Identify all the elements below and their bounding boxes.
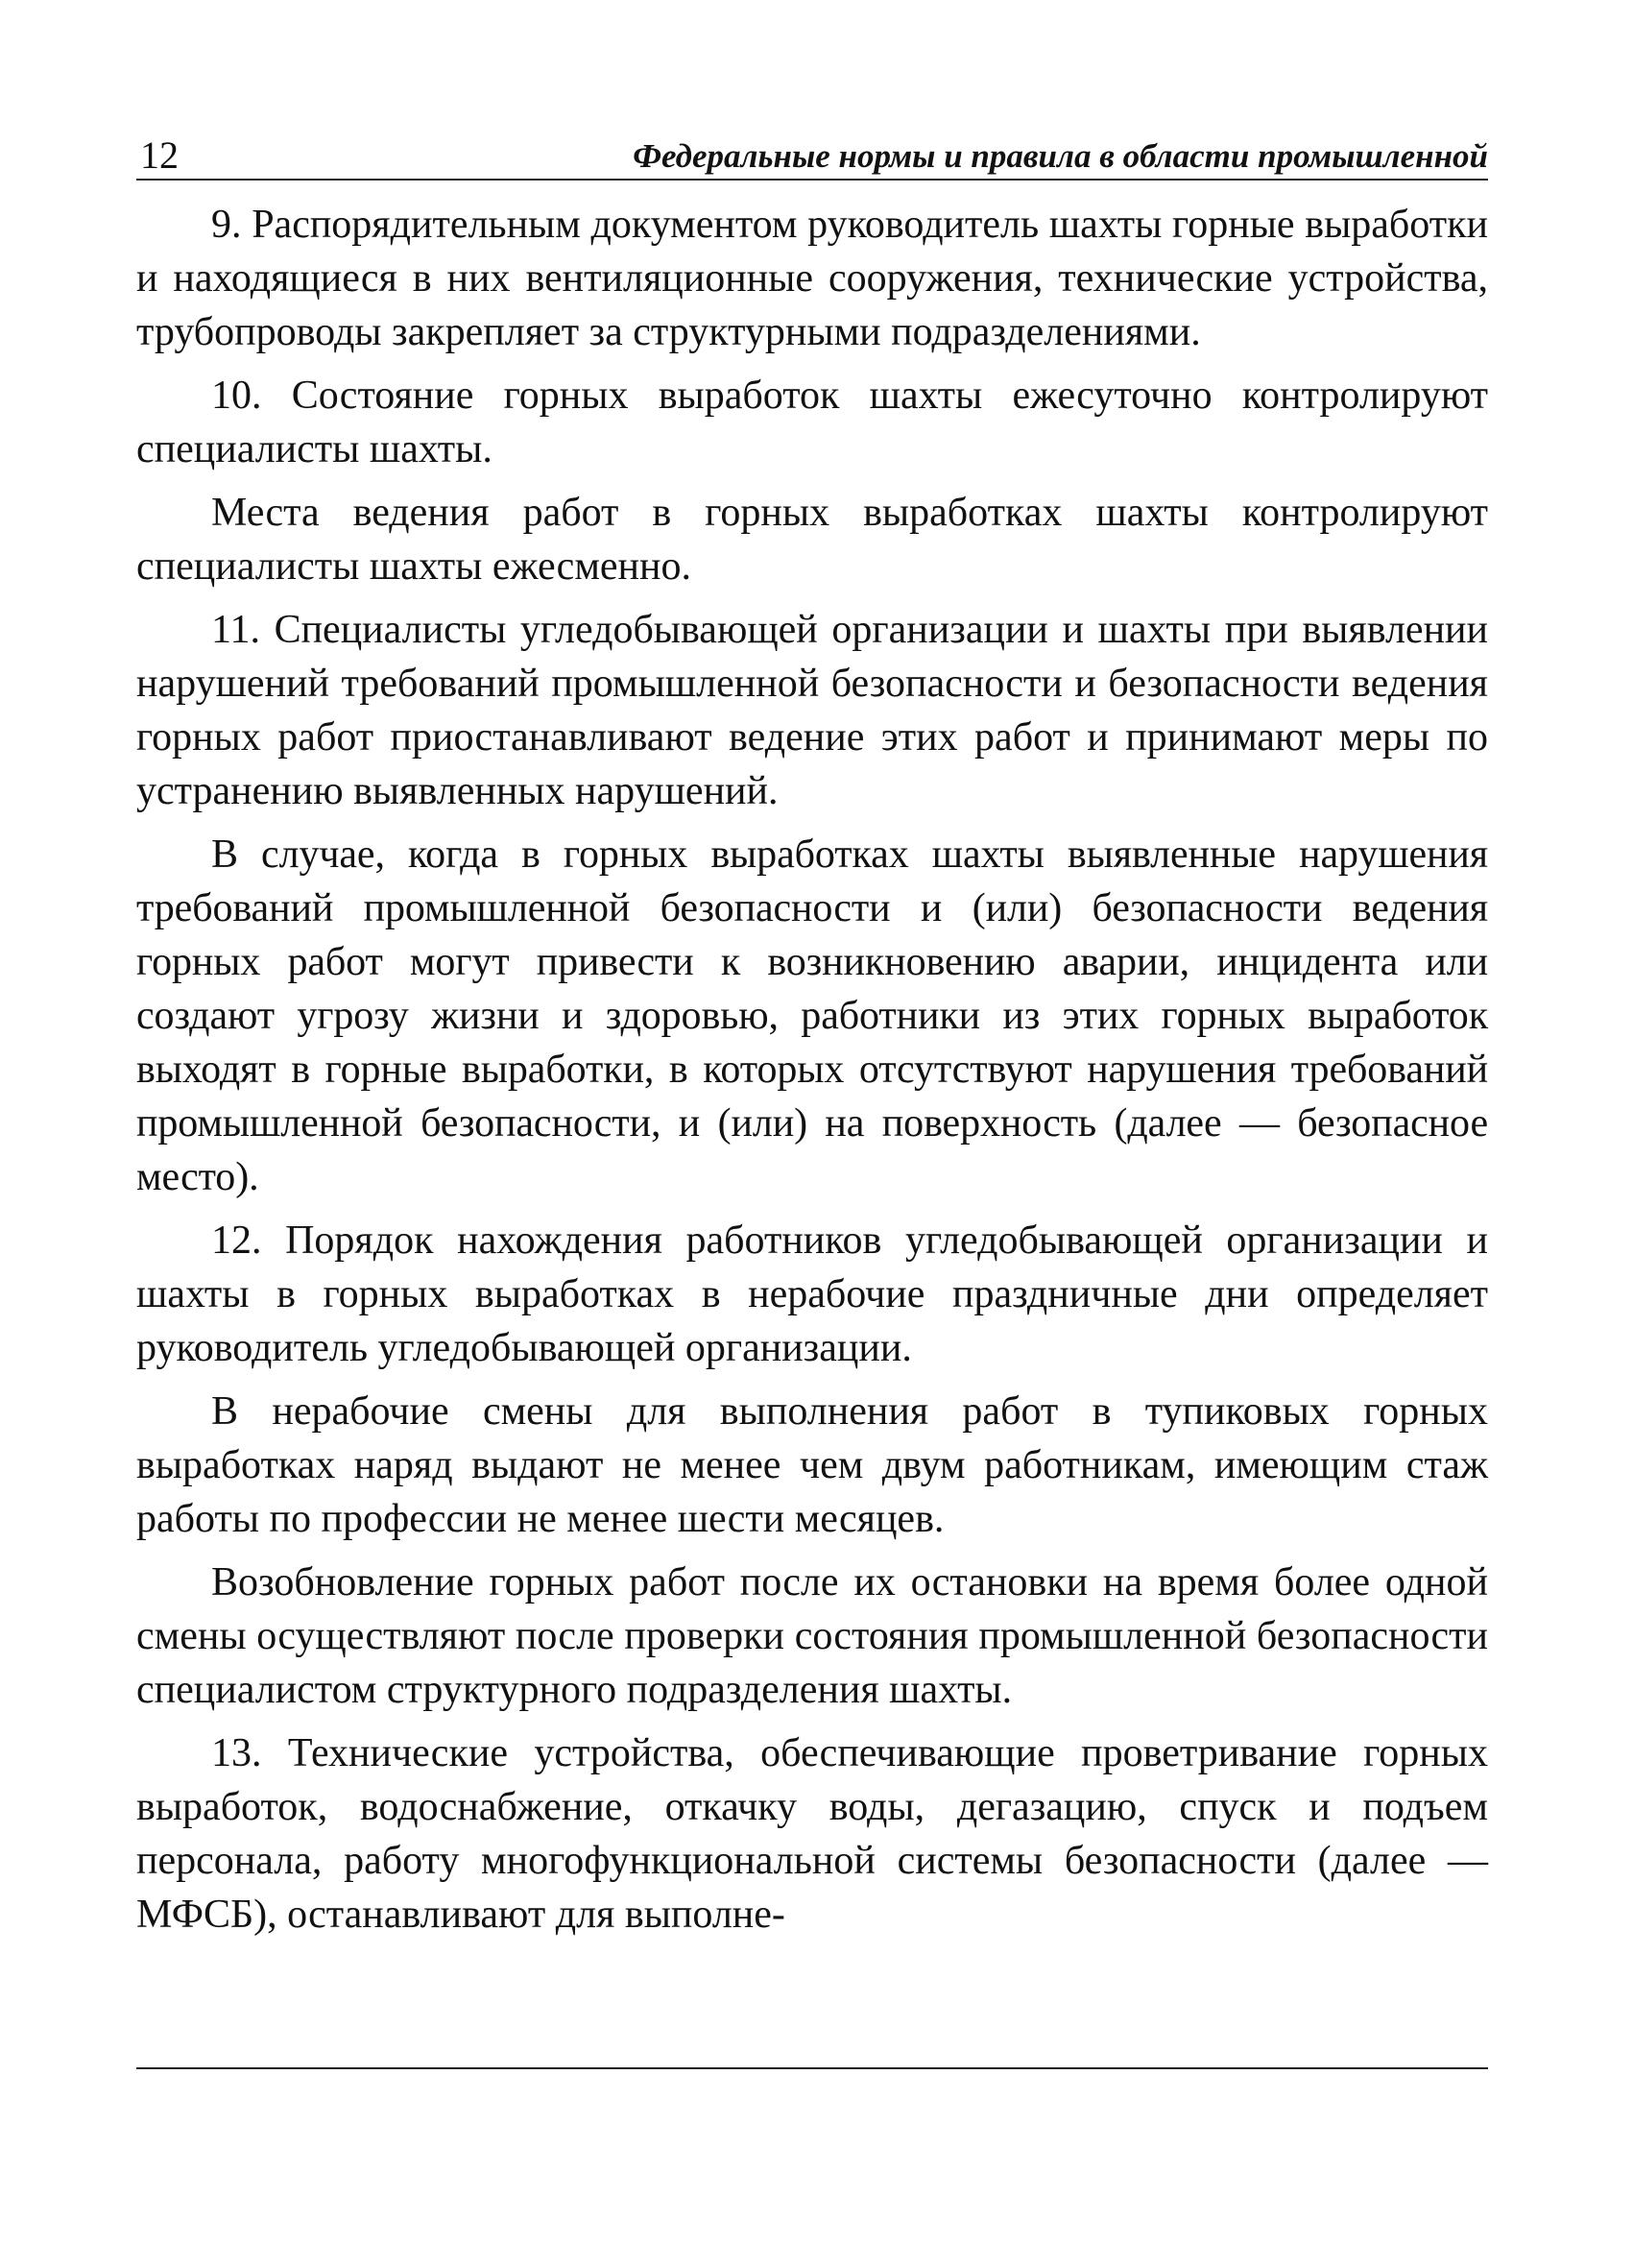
page-header (136, 125, 1488, 181)
paragraph-12-continued-2: Возобновление горных работ после их остановки на время более одной смены осуществляют после проверки состояния промышленной безопасности специалистом структурного подразделения шахты. (136, 1560, 1488, 1712)
page-number: 12 (140, 133, 179, 177)
page-body (136, 198, 1488, 1942)
paragraph-11: 11. Специалисты угледобывающей организации и шахты при выявлении нарушений требований промышленной безопасности и безопасности ведения горных работ приостанавливают ведение этих работ и принимают меры по устранению выявленных нарушений. (136, 608, 1488, 813)
paragraph-12-continued-1: В нерабочие смены для выполнения работ в тупиковых горных выработках наряд выдают не менее чем двум работникам, имеющим стаж работы по профессии не менее шести месяцев. (136, 1389, 1488, 1541)
running-title: Федеральные нормы и правила в области промышленной (633, 137, 1488, 175)
paragraph-9: 9. Распорядительным документом руководитель шахты горные выработки и находящиеся в них вентиляционные сооружения, технические устройства, трубопроводы закрепляет за структурными подразделениями. (136, 203, 1488, 354)
paragraph-10: 10. Состояние горных выработок шахты ежесуточно контролируют специалисты шахты. (136, 374, 1488, 471)
paragraph-10-continued: Места ведения работ в горных выработках шахты контролируют специалисты шахты ежесменно. (136, 491, 1488, 589)
document-page (136, 125, 1488, 1951)
paragraph-13: 13. Технические устройства, обеспечивающие проветривание горных выработок, водоснабжение, откачку воды, дегазацию, спуск и подъем персонала, работу многофункциональной системы безопасности (далее — МФСБ), останавливают для выполне- (136, 1731, 1488, 1937)
paragraph-11-continued: В случае, когда в горных выработках шахты выявленные нарушения требований промышленной безопасности и (или) безопасности ведения горных работ могут привести к возникновению аварии, инцидента или создают угрозу жизни и здоровью, работники из этих горных выработок выходят в горные выработки, в которых отсутствуют нарушения требований промышленной безопасности, и (или) на поверхность (далее — безопасное место). (136, 832, 1488, 1199)
footer-rule (136, 2067, 1488, 2069)
paragraph-12: 12. Порядок нахождения работников угледобывающей организации и шахты в горных выработках в нерабочие праздничные дни определяет руководитель угледобывающей организации. (136, 1218, 1488, 1370)
